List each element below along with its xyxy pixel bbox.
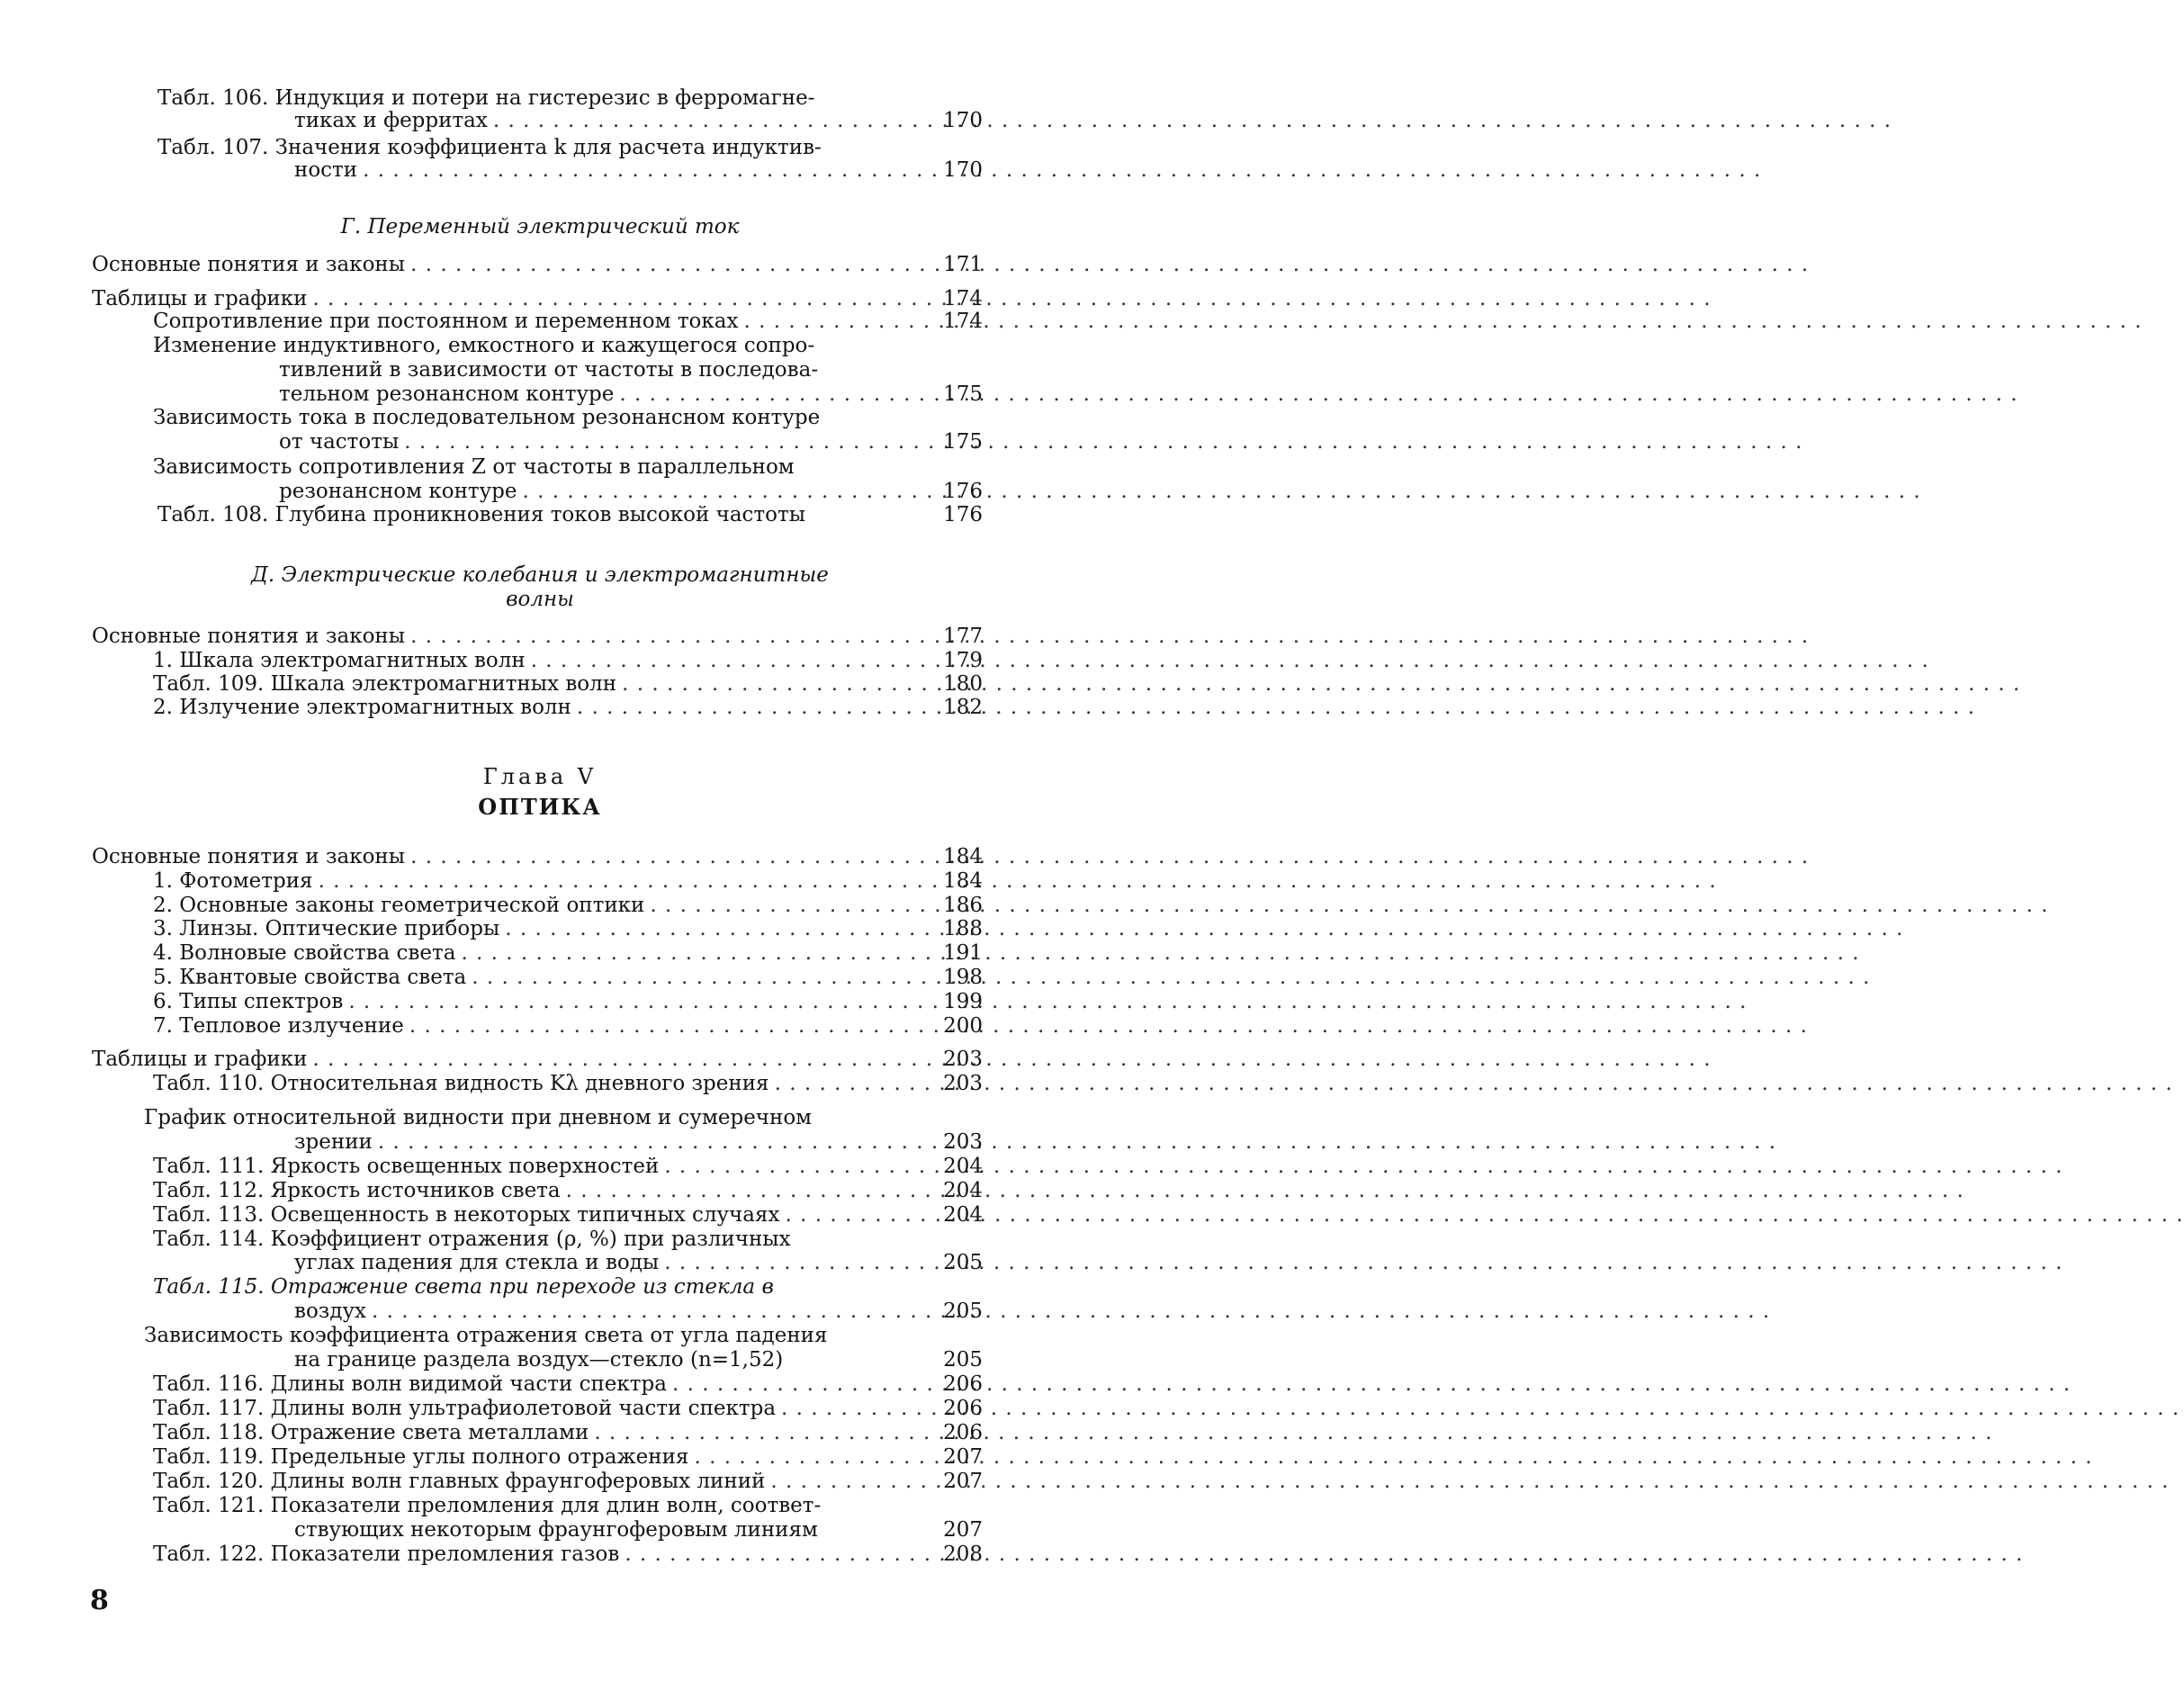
toc-entry-line <box>294 1299 931 1324</box>
leader-dots <box>410 252 1809 277</box>
toc-entry-line <box>279 382 931 407</box>
leader-dots <box>577 695 1975 720</box>
toc-entry-line <box>92 624 931 649</box>
page-number: 204 <box>943 1155 983 1178</box>
leader-dots <box>372 1299 1770 1324</box>
page-number: 180 <box>943 672 983 696</box>
toc-entry-line <box>153 893 931 918</box>
toc-entry-line <box>153 405 931 430</box>
page-number: 205 <box>943 1348 983 1372</box>
toc-entry-line <box>294 1517 931 1543</box>
page-number: 203 <box>943 1072 983 1095</box>
toc-entry-line <box>153 916 931 941</box>
toc-entry-text: Изменение индуктивного, емкостного и кажущегося сопро- <box>153 334 815 357</box>
chapter-label: Глава V <box>482 764 598 789</box>
page-number: 205 <box>943 1300 983 1323</box>
page-number: 170 <box>943 158 983 182</box>
toc-entry-line <box>294 1347 931 1372</box>
toc-entry-text: на границе раздела воздух—стекло (n=1,52) <box>294 1348 784 1372</box>
leader-dots <box>622 671 2020 697</box>
leader-dots <box>672 1372 2071 1397</box>
toc-entry-line <box>153 1420 931 1445</box>
leader-dots <box>619 382 2018 407</box>
section-heading: Г. Переменный электрический ток <box>340 215 740 238</box>
page-number: 206 <box>943 1372 983 1396</box>
page-number: 170 <box>943 109 983 132</box>
page-number: 199 <box>943 990 983 1013</box>
toc-entry-text: Зависимость коэффициента отражения света от угла падения <box>144 1324 828 1347</box>
page-number: 188 <box>943 917 983 940</box>
leader-dots <box>531 648 1929 673</box>
page-number: 198 <box>943 966 983 989</box>
toc-entry-text: Табл. 106. Индукция и потери на гистерезис в ферромагне- <box>157 86 815 110</box>
toc-entry-text: 7. Тепловое излучение <box>153 1014 404 1038</box>
leader-dots <box>378 1129 1776 1155</box>
page-number: 204 <box>943 1203 983 1227</box>
page-number: 205 <box>943 1251 983 1274</box>
leader-dots <box>409 1013 1808 1039</box>
page-number: 206 <box>943 1421 983 1444</box>
toc-entry-text: Табл. 116. Длины волн видимой части спектра <box>153 1372 667 1396</box>
toc-entry-line <box>144 1323 931 1348</box>
toc-entry-text: Табл. 119. Предельные углы полного отражения <box>153 1445 689 1469</box>
toc-entry-text: Табл. 114. Коэффициент отражения (ρ, %) при различных <box>153 1228 791 1251</box>
page-number: 184 <box>943 869 983 893</box>
toc-entry-text: от частоты <box>279 430 400 454</box>
page-folio-number: 8 <box>90 1585 109 1616</box>
leader-dots <box>493 108 1892 133</box>
toc-entry-line <box>153 989 931 1014</box>
toc-entry-text: зрении <box>294 1130 373 1154</box>
page-number: 176 <box>943 480 983 503</box>
leader-dots <box>781 1396 2180 1421</box>
page-number: 174 <box>943 310 983 333</box>
page-number: 174 <box>943 287 983 310</box>
toc-entry-line <box>153 868 931 894</box>
page-number: 171 <box>943 253 983 276</box>
toc-entry-text: Табл. 121. Показатели преломления для длин волн, соответ- <box>153 1494 822 1517</box>
toc-entry-text: резонансном контуре <box>279 480 517 503</box>
toc-entry-line <box>294 1250 931 1275</box>
toc-entry-text: 1. Шкала электромагнитных волн <box>153 649 526 672</box>
toc-entry-text: углах падения для стекла и воды <box>294 1251 660 1274</box>
toc-entry-text: 2. Основные законы геометрической оптики <box>153 894 645 917</box>
toc-entry-line <box>153 333 931 358</box>
page-number: 176 <box>943 503 983 526</box>
leader-dots <box>312 286 1711 311</box>
toc-entry-text: График относительной видности при дневном и сумеречном <box>144 1106 813 1129</box>
toc-entry-text: ствующих некоторым фраунгоферовым линиям <box>294 1518 818 1542</box>
toc-entry-text: Зависимость сопротивления Z от частоты в параллельном <box>153 455 795 479</box>
toc-entry-line <box>153 1154 931 1179</box>
toc-entry-line <box>153 1542 931 1567</box>
page-number: 182 <box>943 696 983 719</box>
page-number: 175 <box>943 430 983 454</box>
toc-entry-text: Таблицы и графики <box>92 287 308 310</box>
leader-dots <box>594 1420 1992 1445</box>
toc-entry-line <box>153 1227 931 1252</box>
toc-entry-line <box>92 252 931 277</box>
toc-entry-line <box>294 157 931 183</box>
toc-entry-text: воздух <box>294 1300 367 1323</box>
toc-entry-text: Таблицы и графики <box>92 1048 308 1071</box>
toc-entry-line <box>153 965 931 990</box>
toc-entry-text: Табл. 115. Отражение света при переходе из стекла в <box>153 1275 774 1299</box>
toc-entry-line <box>153 695 931 720</box>
section-heading: Д. Электрические колебания и электромагнитные <box>251 563 829 587</box>
toc-entry-line <box>153 1071 931 1096</box>
page-number: 203 <box>943 1130 983 1154</box>
leader-dots <box>410 844 1809 869</box>
toc-entry-text: Табл. 107. Значения коэффициента k для расчета индуктив- <box>157 136 822 159</box>
page-number: 207 <box>943 1470 983 1493</box>
toc-entry-text: Табл. 112. Яркость источников света <box>153 1179 561 1202</box>
page-number: 184 <box>943 845 983 868</box>
leader-dots <box>319 868 1717 894</box>
toc-entry-text: 5. Квантовые свойства света <box>153 966 467 989</box>
toc-entry-line <box>279 429 931 454</box>
leader-dots <box>523 479 1921 504</box>
leader-dots <box>650 893 2048 918</box>
toc-entry-text: Основные понятия и законы <box>92 253 406 276</box>
toc-entry-line <box>153 1274 931 1300</box>
page-number: 206 <box>943 1397 983 1420</box>
leader-dots <box>472 965 1870 990</box>
toc-entry-line <box>157 502 931 527</box>
leader-dots <box>404 429 1802 454</box>
leader-dots <box>566 1178 1964 1203</box>
toc-entry-line <box>153 1202 931 1228</box>
page-number: 204 <box>943 1179 983 1202</box>
toc-entry-line <box>92 844 931 869</box>
leader-dots <box>785 1202 2183 1228</box>
toc-entry-text: Табл. 122. Показатели преломления газов <box>153 1543 620 1566</box>
toc-entry-text: Табл. 110. Относительная видность Kλ дневного зрения <box>153 1072 769 1095</box>
toc-entry-text: Табл. 111. Яркость освещенных поверхностей <box>153 1155 660 1178</box>
toc-entry-line <box>153 940 931 966</box>
toc-entry-line <box>153 648 931 673</box>
toc-entry-line <box>153 1469 931 1494</box>
toc-entry-text: Основные понятия и законы <box>92 845 406 868</box>
toc-entry-text: Табл. 118. Отражение света металлами <box>153 1421 589 1444</box>
toc-entry-line <box>92 286 931 311</box>
page-number: 207 <box>943 1518 983 1542</box>
toc-entry-text: Табл. 117. Длины волн ультрафиолетовой части спектра <box>153 1397 777 1420</box>
toc-entry-text: Табл. 109. Шкала электромагнитных волн <box>153 672 617 696</box>
toc-entry-text: 4. Волновые свойства света <box>153 941 456 965</box>
leader-dots <box>410 624 1809 649</box>
page-number: 207 <box>943 1445 983 1469</box>
page-number: 186 <box>943 894 983 917</box>
toc-entry-text: 6. Типы спектров <box>153 990 344 1013</box>
page-number: 179 <box>943 649 983 672</box>
page-number: 177 <box>943 625 983 648</box>
toc-entry-line <box>92 1047 931 1072</box>
toc-entry-text: Сопротивление при постоянном и переменном токах <box>153 310 739 333</box>
leader-dots <box>694 1444 2092 1470</box>
toc-page <box>0 0 1080 1700</box>
toc-entry-line <box>153 454 931 480</box>
leader-dots <box>363 157 1761 183</box>
toc-entry-line <box>153 1493 931 1518</box>
leader-dots <box>625 1542 2023 1567</box>
leader-dots <box>312 1047 1711 1072</box>
toc-entry-line <box>294 108 931 133</box>
toc-entry-text: 1. Фотометрия <box>153 869 313 893</box>
toc-entry-line <box>153 309 931 334</box>
toc-entry-line <box>144 1105 931 1130</box>
toc-entry-text: Зависимость тока в последовательном резонансном контуре <box>153 406 821 429</box>
toc-entry-text: Табл. 108. Глубина проникновения токов высокой частоты <box>157 503 806 526</box>
toc-entry-text: ности <box>294 158 358 182</box>
toc-entry-line <box>153 1178 931 1203</box>
leader-dots <box>775 1071 2173 1096</box>
page-number: 208 <box>943 1543 983 1566</box>
toc-entry-line <box>153 1396 931 1421</box>
leader-dots <box>461 940 1859 966</box>
toc-entry-text: Основные понятия и законы <box>92 625 406 648</box>
leader-dots <box>664 1250 2063 1275</box>
toc-entry-line <box>153 1013 931 1039</box>
toc-entry-text: 2. Излучение электромагнитных волн <box>153 696 571 719</box>
toc-entry-line <box>153 1372 931 1397</box>
toc-entry-line <box>153 671 931 697</box>
page-number: 203 <box>943 1048 983 1071</box>
toc-entry-line <box>279 479 931 504</box>
toc-entry-line <box>153 1444 931 1470</box>
leader-dots <box>348 989 1747 1014</box>
chapter-title: ОПТИКА <box>478 794 602 820</box>
toc-entry-text: тиках и ферритах <box>294 109 488 132</box>
toc-entry-line <box>279 357 931 382</box>
toc-entry-line <box>157 85 931 111</box>
toc-entry-line <box>294 1129 931 1155</box>
page-number: 200 <box>943 1014 983 1038</box>
page-number: 191 <box>943 941 983 965</box>
section-heading-cont: волны <box>506 588 574 611</box>
leader-dots <box>505 916 1903 941</box>
toc-entry-text: тивлений в зависимости от частоты в последова- <box>279 358 819 382</box>
toc-entry-text: Табл. 120. Длины волн главных фраунгоферовых линий <box>153 1470 766 1493</box>
toc-entry-line <box>157 135 931 160</box>
toc-entry-text: тельном резонансном контуре <box>279 382 615 406</box>
toc-entry-text: Табл. 113. Освещенность в некоторых типичных случаях <box>153 1203 780 1227</box>
leader-dots <box>664 1154 2063 1179</box>
page-number: 175 <box>943 382 983 406</box>
toc-entry-text: 3. Линзы. Оптические приборы <box>153 917 500 940</box>
